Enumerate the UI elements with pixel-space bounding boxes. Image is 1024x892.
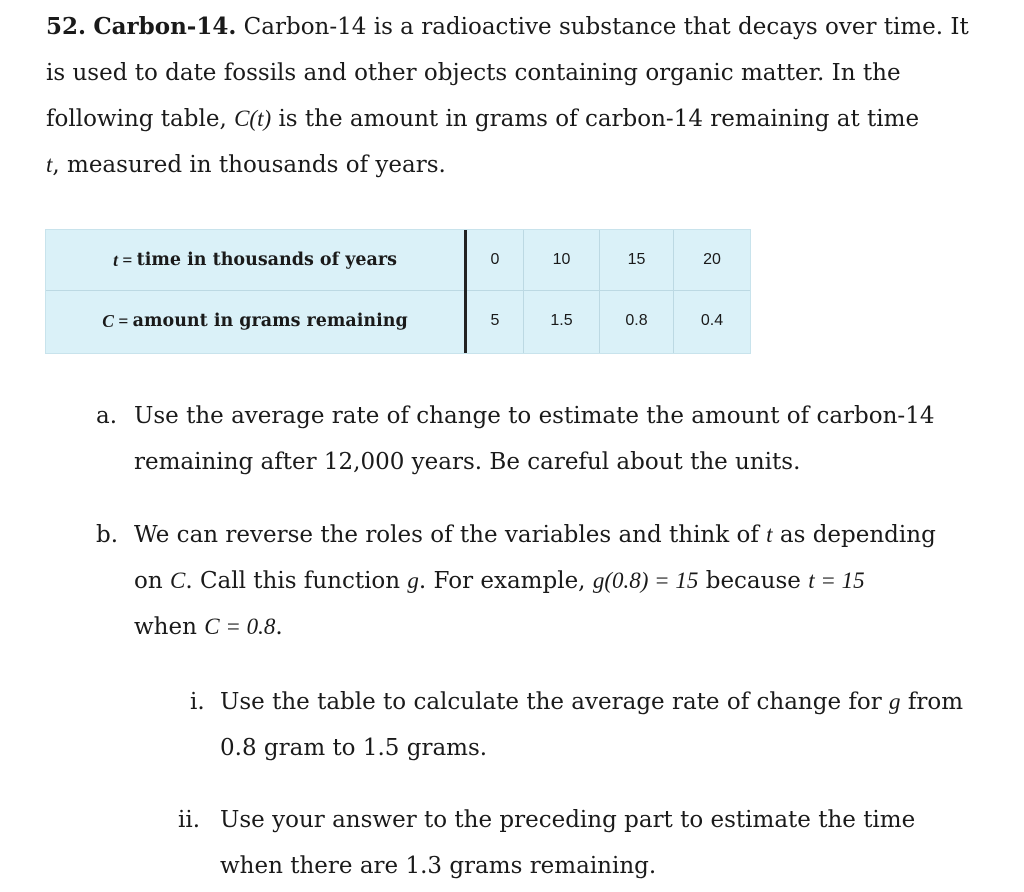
text: . For example, (418, 568, 593, 594)
part-b-line (134, 512, 1014, 558)
row-header-time (46, 230, 464, 290)
table-cell: 20 (703, 251, 721, 268)
table-cell: 0 (490, 251, 500, 268)
math-expression: C = 0.8 (204, 614, 276, 639)
row-header-amount (46, 291, 464, 351)
intro-text: Carbon-14 is a radioactive substance that decays over time. It (243, 14, 969, 40)
text: from (900, 689, 964, 715)
part-a-text (134, 393, 1014, 485)
text: . (275, 614, 283, 640)
math-expression: g(0.8) = 15 (592, 568, 699, 593)
equals-sign: = (117, 249, 137, 270)
intro-text: is the amount in grams of carbon-14 remaining at time (271, 106, 920, 132)
intro-line-3 (46, 96, 1006, 142)
intro-text: , measured in thousands of years. (52, 152, 446, 178)
text: because (698, 568, 809, 594)
math-variable: t (113, 249, 118, 270)
text: on (134, 568, 170, 594)
part-ii-label: ii. (178, 807, 201, 833)
part-a-label: a. (96, 403, 118, 429)
math-variable: t (46, 152, 53, 177)
math-variable: g (407, 568, 419, 593)
part-ii-line: when there are 1.3 grams remaining. (220, 853, 657, 879)
problem-intro (46, 4, 1006, 188)
row-label: time in thousands of years (136, 250, 397, 270)
intro-text: following table, (46, 106, 235, 132)
part-a-line: Use the average rate of change to estimate the amount of carbon-14 (134, 403, 935, 429)
part-b-line (134, 604, 1014, 650)
text: . Call this function (185, 568, 408, 594)
text: as depending (772, 522, 936, 548)
part-b-label: b. (96, 522, 119, 548)
table-cell: 10 (552, 251, 571, 268)
table-cell: 0.8 (625, 312, 648, 329)
part-ii-line: Use your answer to the preceding part to estimate the time (220, 807, 916, 833)
table-cell: 1.5 (550, 312, 573, 329)
part-i-label: i. (190, 689, 205, 715)
intro-line-1 (46, 4, 1006, 50)
intro-line-2: is used to date fossils and other objects containing organic matter. In the (46, 60, 901, 86)
row-label: amount in grams remaining (132, 311, 408, 331)
part-i-line: 0.8 gram to 1.5 grams. (220, 735, 488, 761)
problem-number: 52. (46, 13, 87, 40)
math-expression: t = 15 (808, 568, 865, 593)
table-cell: 15 (627, 251, 646, 268)
data-table (45, 229, 751, 354)
math-variable: C (102, 310, 114, 331)
part-i-line (220, 679, 1020, 725)
math-variable: C (169, 568, 186, 593)
part-i-text (220, 679, 1020, 771)
math-variable: t (766, 522, 773, 547)
equals-sign: = (113, 310, 133, 331)
math-expression: C(t) (234, 106, 272, 131)
text: We can reverse the roles of the variables and think of (134, 522, 767, 548)
math-variable: g (889, 689, 901, 714)
intro-line-4 (46, 142, 1006, 188)
part-b-line (134, 558, 1014, 604)
part-b-text (134, 512, 1014, 650)
table-cell: 5 (490, 312, 500, 329)
text: when (134, 614, 205, 640)
problem-title: Carbon-14. (93, 13, 237, 40)
text: Use the table to calculate the average rate of change for (220, 689, 890, 715)
part-a-line: remaining after 12,000 years. Be careful about the units. (134, 449, 801, 475)
part-ii-text (220, 797, 1020, 889)
table-cell: 0.4 (700, 312, 724, 329)
